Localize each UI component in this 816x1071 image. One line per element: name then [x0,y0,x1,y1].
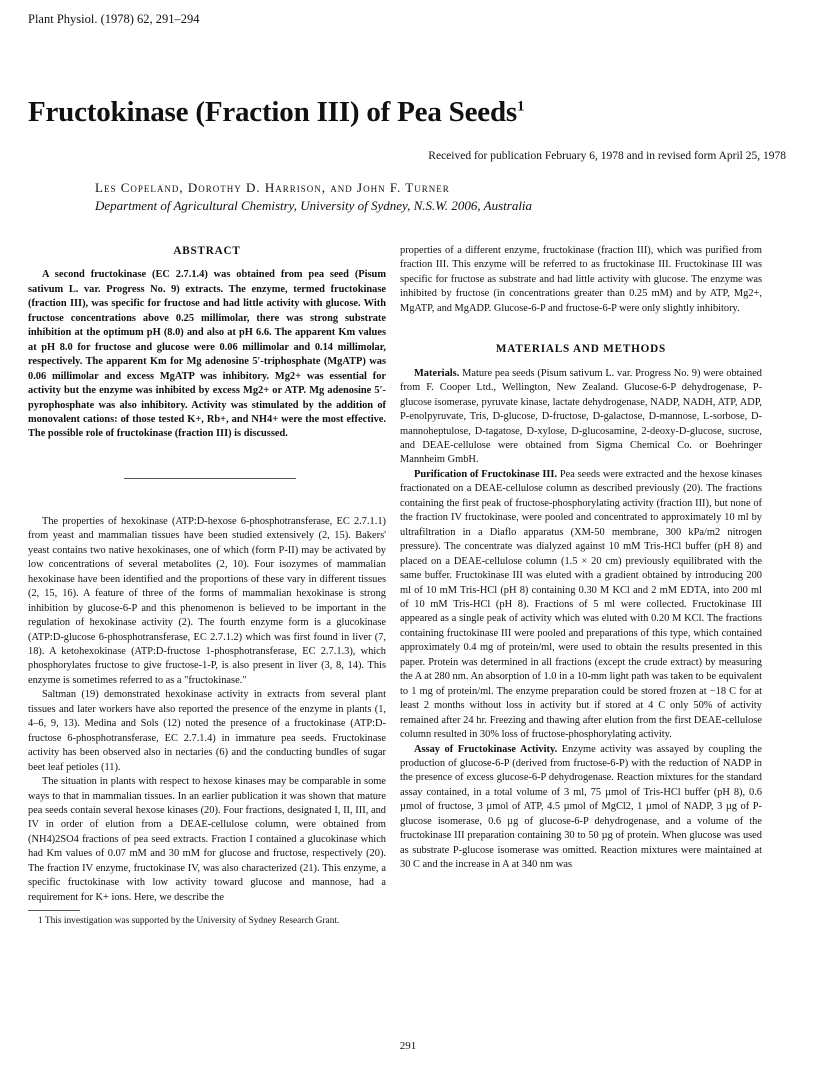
assay-lead: Assay of Fructokinase Activity. [414,743,558,755]
intro-paragraph-continued: properties of a different enzyme, fructokinase (fraction III), which was purified from fraction III. This enzyme will be referred to as fructokinase III. Fructokinase III was specific for fructose as substrate and had little activity with glucose. The enzyme was inhibited by fructose (in concentrations greater than 0.25 mM) and by ATP, Mg2+, MgATP, and MgADP. Glucose-6-P and fructose-6-P were only slightly inhibitory. [400,245,762,314]
abstract-heading: ABSTRACT [173,245,241,257]
affiliation: Department of Agricultural Chemistry, University of Sydney, N.S.W. 2006, Australia [95,198,533,213]
abstract-text: A second fructokinase (EC 2.7.1.4) was obtained from pea seed (Pisum sativum L. var. Progress No. 9) extracts. The enzyme, termed fructokinase (fraction III), was specific for fructose and had little activity with glucose. With fructose concentrations above 0.25 millimolar, there was strong substrate inhibition at the optimum pH (8.0) and also at pH 6.6. The apparent Km values at pH 8.0 for fructose and glucose were 0.06 millimolar and 0.14 millimolar, respectively. The apparent Km for Mg adenosine 5′-triphosphate (MgATP) was 0.06 millimolar and excess MgATP was inhibitory. Mg2+ was essential for activity but the enzyme was inhibited by excess Mg2+ or ATP. Mg adenosine 5′-pyrophosphate was also inhibitory. Activity was stimulated by the addition of monovalent cations: of those tested K+, Rb+, and NH4+ were the most effective. The possible role of fructokinase (fraction III) is discussed. [28,269,386,440]
purification-paragraph [400,468,762,743]
materials-text: Mature pea seeds (Pisum sativum L. var. Progress No. 9) were obtained from F. Cooper Ltd., Wellington, New Zealand. Glucose-6-P dehydrogenase, P-glucose isomerase, pyruvate kinase, lactate dehydrogenase, NADP, NADH, ATP, ADP, P-enolpyruvate, Tris, D-glucose, D-fructose, D-galactose, D-mannose, L-sorbose, D-mannoheptulose, D-tagatose, D-xylose, D-glucosamine, 2-deoxy-D-glucose, sucrose, and DEAE-cellulose were obtained from Sigma Chemical Co. or Boehringer Mannheim GmbH. [400,367,762,466]
page-number: 291 [399,1040,417,1052]
materials-paragraph [400,367,762,468]
assay-text: Enzyme activity was assayed by coupling the production of glucose-6-P (derived from fructose-6-P) with the reduction of NADP in the presence of excess glucose-6-P dehydrogenase. Reaction mixtures for the standard assay contained, in a total volume of 3 ml, 75 µmol of Tris-HCl buffer (pH 8), 0.6 µmol of fructose, 3 µmol of ATP, 4.5 µmol of MgCl2, 1 µmol of NADP, 3 µg of P-glucose isomerase, 0.6 µg of glucose-6-P dehydrogenase, and a volume of the fructokinase III preparation containing 30 to 50 µg of protein. When glucose was used as substrate P-glucose isomerase was omitted. Reaction mixtures were maintained at 30 C and the increase in A at 340 nm was [400,743,762,871]
purification-text: Pea seeds were extracted and the hexose kinases fractionated on a DEAE-cellulose column as described previously (20). The fractions containing the first peak of fructose-phosphorylating activity (fraction III), but none of the fraction IV fructokinase, were pooled and concentrated to approximately 10 ml by ultrafiltration in a Diaflo apparatus (XM-50 membrane, 300 kPa/m2 nitrogen pressure). The concentrate was dialyzed against 10 mM Tris-HCl buffer (pH 8) and placed on a DEAE-cellulose column (1.5 × 20 cm) previously equilibrated with the same buffer. Fructokinase III was eluted with a gradient obtained by introducing 200 ml of 10 mM Tris-HCl (pH 8) containing 0.30 M KCl and 2 mM EDTA, into 200 ml of 10 mM Tris-HCl (pH 8). Fractions of 5 ml were collected. Fructokinase III appeared as a single peak of activity which was eluted with 0.20 M KCl. The fractions containing fructokinase III were pooled and preparations of this type, which contained approximately 0.4 mg of protein/ml, were used to obtain the results presented in this paper. Protein was determined in all fractions (except the crude extract) by measuring the A at 280 nm. An absorption of 1.0 in a 10-mm light path was taken to be equivalent to 1 mg of protein/ml. The enzyme preparation could be stored frozen at −18 C for at least 2 months without loss in activity but if stored at 4 C only 50% of activity remained after 24 hr. Freezing and thawing after elution from the first DEAE-cellulose column resulted in 30% loss of fructose-phosphorylating activity. [400,468,762,741]
footnote: 1 This investigation was supported by the University of Sydney Research Grant. [38,916,340,927]
title-footnote-mark: 1 [516,98,525,115]
intro-paragraph-1: The properties of hexokinase (ATP:D-hexose 6-phosphotransferase, EC 2.7.1.1) from yeast and mammalian tissues have been studied extensively (2, 15). Bakers' yeast contains two native hexokinases, one of which (form P-II) may be activated by low concentrations of several metabolites (2, 10). Four isozymes of mammalian hexokinase have been identified and the proportions of these vary in different tissues (2, 15, 16). A feature of three of the forms of mammalian hexokinase is strong inhibition by glucose-6-P and this phenomenon is believed to be important in the regulation of hexokinase activity (2). The fourth enzyme form is a glucokinase (ATP:D-glucose 6-phosphotransferase, EC 2.7.1.2) which was first found in liver (7, 18). A ketohexokinase (ATP:D-fructose 1-phosphotransferase, EC 2.7.1.3), which phosphorylates fructose to give fructose-1-P, is also present in liver (3, 8, 14). This enzyme is sometimes referred to as a "fructokinase." [28,515,386,686]
materials-lead: Materials. [414,367,460,379]
right-column [400,244,762,873]
abstract [28,244,386,442]
intro-paragraph-3: The situation in plants with respect to hexose kinases may be comparable in some ways to that in mammalian tissues. In an earlier publication it was shown that mature pea seeds contain several hexose kinases (20). Four fractions, designated I, II, III, and IV in order of elution from a DEAE-cellulose column, were obtained from (NH4)2SO4 fractions of pea seed extracts. Fraction I contained a glucokinase which had Km values of 0.07 mM and 30 mM for glucose and fructose, respectively (20). The fraction IV enzyme, fructokinase IV, was also characterized (21). This enzyme, a specific fructokinase with low activity toward glucose and mannose, had a requirement for K+ ions. Here, we describe the [28,776,386,903]
authors: Les Copeland, Dorothy D. Harrison, and John F. Turner [95,180,450,195]
paper-title [28,96,524,129]
intro-paragraph-2: Saltman (19) demonstrated hexokinase activity in extracts from several plant tissues and later workers have also reported the presence of the enzyme in plants (1, 4–6, 9, 13). Medina and Sols (12) noted the presence of a fructokinase (ATP:D-fructose 6-phosphotransferase, EC 2.7.1.4) in immature pea seeds. Fructokinase activity has been observed also in nectaries (6) and the conducting bundles of sugar beet leaf petioles (11). [28,689,386,773]
assay-paragraph [400,743,762,873]
footnote-divider [28,910,80,911]
received-line: Received for publication February 6, 1978 and in revised form April 25, 1978 [428,150,786,162]
left-column [28,244,386,927]
purification-lead: Purification of Fructokinase III. [414,468,558,480]
methods-heading: MATERIALS AND METHODS [495,343,667,356]
journal-citation: Plant Physiol. (1978) 62, 291–294 [28,12,200,26]
paper-title-text: Fructokinase (Fraction III) of Pea Seeds [28,96,517,128]
